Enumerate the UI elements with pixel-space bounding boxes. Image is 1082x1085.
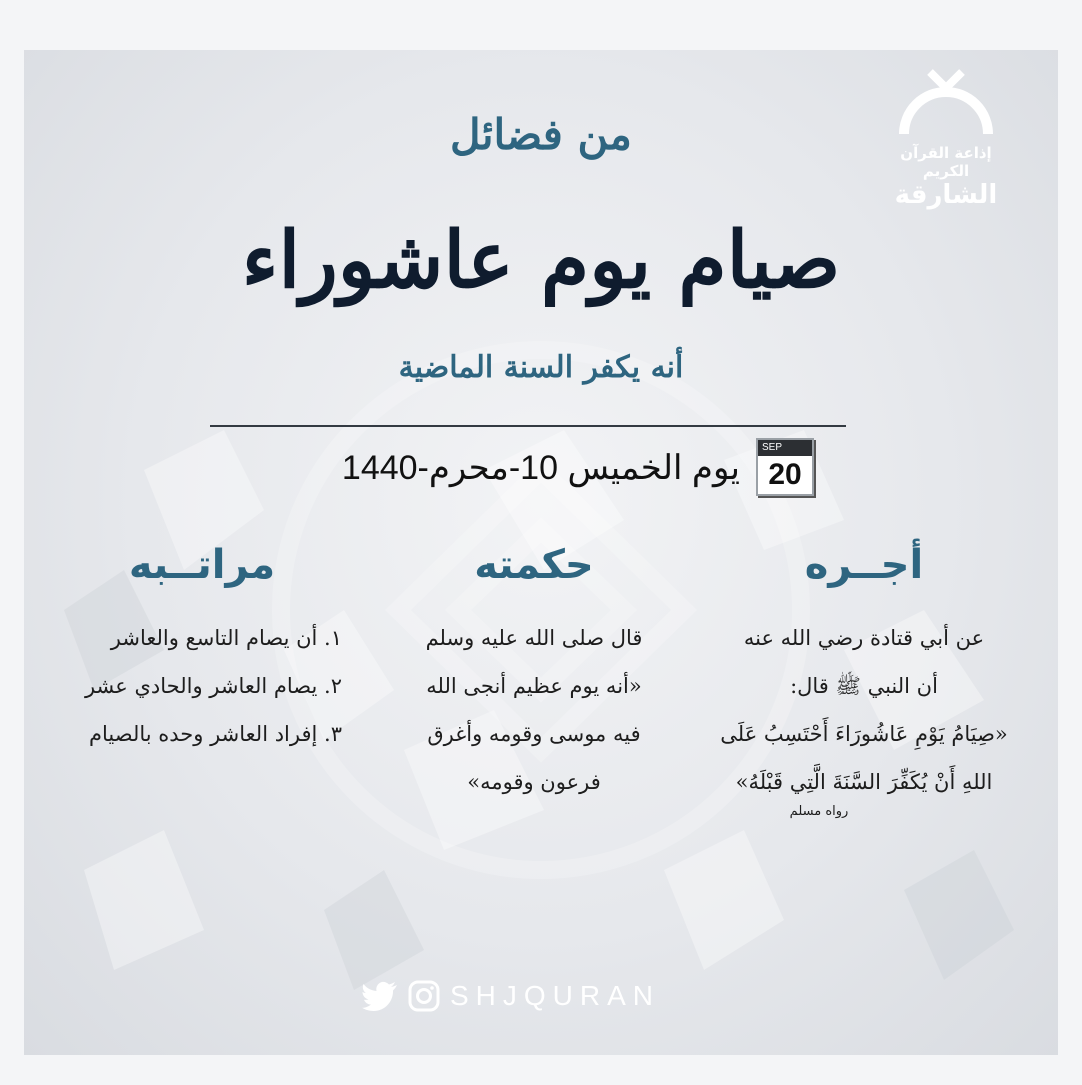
- levels-column: [52, 542, 352, 758]
- wisdom-line: قال صلى الله عليه وسلم: [425, 626, 643, 650]
- reward-column: [714, 542, 1014, 819]
- date-text: يوم الخميس 10-محرم-1440: [341, 449, 740, 487]
- main-title: صيام يوم عاشوراء: [241, 215, 841, 306]
- calendar-day: 20: [768, 458, 802, 491]
- calendar-month: SEP: [758, 440, 812, 456]
- reward-title: أجــره: [804, 542, 924, 588]
- wisdom-line: فيه موسى وقومه وأغرق: [427, 722, 641, 746]
- sub-title: أنه يكفر السنة الماضية: [398, 350, 684, 385]
- date-row: [314, 438, 834, 500]
- levels-line: ٢. يصام العاشر والحادي عشر: [84, 674, 342, 698]
- levels-line: ٣. إفراد العاشر وحده بالصيام: [89, 722, 342, 746]
- social-handle[interactable]: SHJQURAN: [450, 980, 661, 1011]
- wisdom-line: فرعون وقومه»: [467, 770, 601, 794]
- twitter-icon[interactable]: [362, 981, 398, 1011]
- reward-line: اللهِ أَنْ يُكَفِّرَ السَّنَةَ الَّتِي قَبْلَهُ»: [735, 770, 993, 794]
- instagram-icon[interactable]: [408, 980, 440, 1012]
- reward-line: عن أبي قتادة رضي الله عنه: [743, 626, 985, 650]
- reward-line: أن النبي ﷺ قال:: [790, 674, 938, 698]
- divider: [210, 425, 846, 427]
- levels-line: ١. أن يصام التاسع والعاشر: [110, 626, 342, 650]
- reward-line: «صِيَامُ يَوْمِ عَاشُورَاءَ أَحْتَسِبُ عَلَى: [720, 722, 1008, 746]
- wisdom-line: «أنه يوم عظيم أنجى الله: [426, 674, 642, 698]
- social-footer: [362, 978, 660, 1014]
- narrator-note: رواه مسلم: [789, 804, 849, 819]
- pre-title: من فضائل: [450, 110, 632, 159]
- logo-line-1: إذاعة القرآن الكريم: [900, 144, 992, 180]
- wisdom-column: [384, 542, 684, 806]
- poster-card: [24, 50, 1058, 1055]
- calendar-icon: [756, 438, 814, 496]
- logo-line-2: الشارقة: [894, 180, 998, 210]
- wisdom-title: حكمته: [474, 542, 594, 588]
- levels-title: مراتــبه: [128, 542, 276, 588]
